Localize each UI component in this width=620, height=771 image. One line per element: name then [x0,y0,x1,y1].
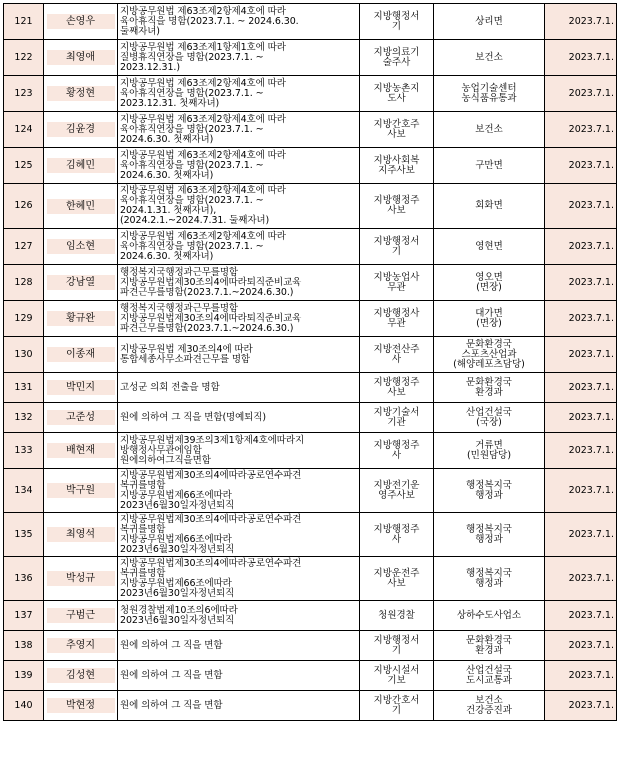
effective-date: 2023.7.1. [545,373,617,403]
job-rank-line: 사보 [387,577,406,589]
job-rank-line: 기 [391,245,402,257]
appointment-reason [118,112,360,148]
table-row [4,691,617,721]
appointment-reason-line: 원에 의하여 그 직을 면함 [120,669,223,681]
job-rank-line: 사보 [387,386,406,398]
department-line: 구만면 [475,159,503,171]
table-row [4,403,617,433]
department [434,469,545,513]
department-line: 거류면 [475,439,503,451]
employee-name: 박현정 [47,698,115,713]
row-number: 131 [4,373,44,403]
table-row [4,4,617,40]
department-line: 문화환경국 [466,376,512,388]
employee-name-cell [44,76,118,112]
appointment-reason-line: 지방공무원법제30조의4에따라공로연수파견 [120,469,302,481]
appointment-reason [118,76,360,112]
appointment-reason-line: 질병휴직연장을 명함(2023.7.1. ~ [120,51,264,63]
department [434,4,545,40]
employee-name: 강남열 [47,275,115,290]
employee-name-cell [44,601,118,631]
department-line: 행정과 [475,533,503,545]
table-row [4,112,617,148]
employee-name-cell [44,40,118,76]
job-rank-line: 지방농촌지 [373,82,420,94]
department-line: 영현면 [475,240,503,252]
employee-name: 최영애 [47,50,115,65]
employee-name: 김혜민 [47,158,115,173]
job-rank [360,76,434,112]
job-rank-line: 지방전산주 [373,343,420,355]
job-rank-line: 도사 [387,92,406,104]
row-number: 130 [4,337,44,373]
row-number: 127 [4,229,44,265]
employee-name-cell [44,229,118,265]
department [434,112,545,148]
appointment-reason-line: 2023.12.31. 첫째자녀) [120,97,220,109]
department-line: 행정복지국 [466,523,512,535]
row-number: 137 [4,601,44,631]
employee-name: 추영지 [47,638,115,653]
department-line: 보건소 [475,694,503,706]
employee-name: 박성규 [47,571,115,586]
row-number: 129 [4,301,44,337]
employee-name: 최영석 [47,527,115,542]
job-rank-line: 지방간호주 [373,118,420,130]
appointment-reason-line: (2024.2.1.~2024.7.31. 둘째자녀) [120,215,270,226]
employee-name-cell [44,513,118,557]
effective-date: 2023.7.1. [545,301,617,337]
employee-name-cell [44,148,118,184]
table-row [4,229,617,265]
employee-name: 황규완 [47,311,115,326]
effective-date: 2023.7.1. [545,513,617,557]
job-rank-line: 지방행정사 [373,307,420,319]
job-rank [360,403,434,433]
department-line: 도시교통과 [466,674,512,686]
job-rank-line: 지방행정서 [373,634,420,646]
department [434,40,545,76]
department [434,691,545,721]
department-line: 농업기술센터 [461,82,517,94]
department [434,229,545,265]
department-line: 스포츠산업과 [461,348,517,360]
job-rank-line: 지방행정주 [373,523,420,535]
job-rank-line: 기 [391,704,402,716]
appointment-reason-line: 지방공무원법제66조에따라 [120,577,232,589]
job-rank-line: 술주사 [382,56,411,68]
appointment-reason [118,601,360,631]
job-rank-line: 사보 [387,205,406,216]
table-row [4,601,617,631]
appointment-reason-line: 원에 의하여 그 직을 면함 [120,699,223,711]
employee-name-cell [44,265,118,301]
department-line: 산업건설국 [466,406,512,418]
effective-date: 2023.7.1. [545,469,617,513]
personnel-table [3,3,617,721]
department [434,433,545,469]
job-rank [360,148,434,184]
appointment-reason-line: 육아휴직연장을 명함(2023.7.1. ~ [120,87,264,99]
job-rank-line: 지방행정주 [373,376,420,388]
department-line: 문화환경국 [466,634,512,646]
appointment-reason-line: 파견근무를명함(2023.7.1.~2024.6.30.) [120,286,294,298]
table-row [4,265,617,301]
appointment-reason-line: 지방공무원법제66조에따라 [120,533,232,545]
job-rank-line: 지주사보 [378,164,415,176]
employee-name: 손영우 [47,14,115,29]
department-line: 상리면 [475,15,503,27]
appointment-reason-line: 육아휴직연장을 명함(2023.7.1. ~ [120,159,264,171]
effective-date: 2023.7.1. [545,403,617,433]
job-rank-line: 무관 [387,281,406,293]
effective-date: 2023.7.1. [545,601,617,631]
row-number: 128 [4,265,44,301]
employee-name: 배현재 [47,443,115,458]
department-line: 환경과 [475,644,503,656]
appointment-reason [118,631,360,661]
employee-name-cell [44,184,118,229]
department-line: 대가면 [475,307,503,319]
job-rank [360,229,434,265]
job-rank-line: 지방간호서 [373,694,420,706]
appointment-reason [118,691,360,721]
row-number: 134 [4,469,44,513]
job-rank [360,373,434,403]
appointment-reason-line: 원에 의하여 그 직을 면함(명예퇴직) [120,411,266,423]
department [434,513,545,557]
department [434,184,545,229]
job-rank [360,513,434,557]
job-rank-line: 지방행정서 [373,235,420,247]
department-line: (국장) [476,416,502,428]
job-rank-line: 지방전기운 [373,479,420,491]
job-rank [360,631,434,661]
table-row [4,373,617,403]
job-rank-line: 사 [391,449,402,461]
employee-name: 구범근 [47,608,115,623]
job-rank-line: 지방운전주 [373,567,420,579]
table-row [4,631,617,661]
row-number: 125 [4,148,44,184]
employee-name-cell [44,112,118,148]
appointment-reason-line: 육아휴직을 명함(2023.7.1. ~ 2024.6.30. [120,15,299,27]
table-row [4,513,617,557]
appointment-reason-line: 지방공무원법 제63조제2항제4호에 따라 [120,230,286,242]
employee-name-cell [44,469,118,513]
appointment-reason [118,301,360,337]
appointment-reason-line: 둘째자녀) [120,25,160,37]
appointment-reason-line: 통합세종사무소파견근무를 명함 [120,353,250,365]
appointment-reason [118,40,360,76]
job-rank [360,40,434,76]
effective-date: 2023.7.1. [545,661,617,691]
row-number: 124 [4,112,44,148]
job-rank [360,661,434,691]
effective-date: 2023.7.1. [545,112,617,148]
employee-name-cell [44,631,118,661]
department-line: 행정복지국 [466,479,512,491]
job-rank-line: 사 [391,353,402,365]
row-number: 123 [4,76,44,112]
appointment-reason [118,148,360,184]
appointment-reason [118,557,360,601]
department-line: 보건소 [475,51,503,63]
department-line: 행정과 [475,489,503,501]
table-row [4,301,617,337]
appointment-reason-line: 지방공무원법 제63조제2항제4호에 따라 [120,5,286,17]
table-row [4,337,617,373]
effective-date: 2023.7.1. [545,691,617,721]
appointment-reason-line: 육아휴직연장을 명함(2023.7.1. ~ [120,123,264,135]
job-rank-line: 지방사회복 [373,154,420,166]
appointment-reason-line: 행정복지국행정과근무를명함 [120,302,239,314]
job-rank-line: 지방기술서 [373,406,420,418]
job-rank-line: 사보 [387,128,406,140]
job-rank [360,469,434,513]
effective-date: 2023.7.1. [545,184,617,229]
effective-date: 2023.7.1. [545,337,617,373]
appointment-reason [118,433,360,469]
department [434,76,545,112]
row-number: 122 [4,40,44,76]
appointment-reason-line: 지방공무원법제30조의4에따라퇴직준비교육 [120,276,302,288]
job-rank-line: 사 [391,533,402,545]
job-rank [360,301,434,337]
row-number: 136 [4,557,44,601]
appointment-reason-line: 청원경찰법제10조의6에따라 [120,604,238,616]
appointment-reason-line: 지방공무원법제66조에따라 [120,489,232,501]
department [434,337,545,373]
appointment-reason-line: 2024.6.30. 첫째자녀) [120,169,214,181]
job-rank [360,601,434,631]
row-number: 132 [4,403,44,433]
department-line: (민원담당) [466,449,512,461]
appointment-reason-line: 2023년6월30일자정년퇴직 [120,499,235,511]
department [434,373,545,403]
appointment-reason-line: 2024.6.30. 첫째자녀) [120,250,214,262]
appointment-reason [118,265,360,301]
employee-name: 김윤경 [47,122,115,137]
employee-name: 김성현 [47,668,115,683]
employee-name: 고준성 [47,410,115,425]
row-number: 139 [4,661,44,691]
appointment-reason-line: 복귀를명함 [120,523,166,535]
job-rank-line: 무관 [387,317,406,329]
appointment-reason-line: 복귀를명함 [120,567,166,579]
row-number: 135 [4,513,44,557]
job-rank-line: 지방행정서 [373,10,420,22]
appointment-reason [118,184,360,229]
job-rank [360,265,434,301]
appointment-reason [118,373,360,403]
appointment-reason-line: 2023.12.31.) [120,61,180,73]
effective-date: 2023.7.1. [545,148,617,184]
job-rank-line: 기 [391,644,402,656]
employee-name-cell [44,661,118,691]
appointment-reason-line: 2023년6월30일자정년퇴직 [120,587,235,599]
employee-name: 한혜민 [47,199,115,214]
effective-date: 2023.7.1. [545,631,617,661]
department-line: 영오면 [475,271,503,283]
effective-date: 2023.7.1. [545,433,617,469]
employee-name: 황정현 [47,86,115,101]
appointment-reason-line: 지방공무원법 제63조제2항제4호에 따라 [120,77,286,89]
job-rank-line: 기관 [387,416,406,428]
job-rank-line: 영주사보 [378,489,415,501]
job-rank [360,4,434,40]
personnel-table-body [4,4,617,721]
appointment-reason-line: 육아휴직연장을 명함(2023.7.1. ~ [120,240,264,252]
department-line: (해양레포츠담당) [453,358,525,370]
department-line: (면장) [476,317,502,329]
effective-date: 2023.7.1. [545,76,617,112]
appointment-reason [118,403,360,433]
employee-name-cell [44,301,118,337]
appointment-reason-line: 2024.6.30. 첫째자녀) [120,133,214,145]
job-rank-line: 지방의료기 [373,46,420,58]
table-row [4,433,617,469]
department [434,301,545,337]
job-rank [360,337,434,373]
table-row [4,661,617,691]
row-number: 138 [4,631,44,661]
table-row [4,469,617,513]
table-row [4,40,617,76]
employee-name: 이종재 [47,347,115,362]
job-rank [360,184,434,229]
department-line: 문화환경국 [466,338,512,350]
appointment-reason-line: 방행정사무관에임함 [120,444,202,456]
appointment-reason-line: 원에 의하여 그 직을 면함 [120,639,223,651]
employee-name-cell [44,373,118,403]
job-rank-line: 지방행정주 [373,195,420,206]
appointment-reason-line: 지방공무원법제30조의4에따라퇴직준비교육 [120,312,302,324]
department-line: 건강증진과 [466,704,512,716]
appointment-reason-line: 지방공무원법제30조의4에따라공로연수파견 [120,557,302,569]
department [434,661,545,691]
department-line: 상하수도사업소 [456,609,522,621]
department [434,601,545,631]
department [434,148,545,184]
department-line: 산업건설국 [466,664,512,676]
appointment-reason-line: 복귀를명함 [120,479,166,491]
department [434,631,545,661]
department [434,557,545,601]
appointment-reason-line: 원에의하여그직을면함 [120,454,211,466]
job-rank [360,112,434,148]
appointment-reason [118,4,360,40]
row-number: 126 [4,184,44,229]
appointment-reason-line: 행정복지국행정과근무를명함 [120,266,239,278]
effective-date: 2023.7.1. [545,557,617,601]
department-line: 행정복지국 [466,567,512,579]
employee-name: 임소현 [47,239,115,254]
appointment-reason-line: 육아휴직연장을 명함(2023.7.1. ~ [120,195,264,206]
department [434,265,545,301]
employee-name-cell [44,557,118,601]
job-rank-line: 기 [391,20,402,32]
appointment-reason-line: 지방공무원법제30조의4에따라공로연수파견 [120,513,302,525]
employee-name-cell [44,433,118,469]
table-row [4,557,617,601]
appointment-reason-line: 지방공무원법 제63조제1항제1호에 따라 [120,41,286,53]
table-row [4,184,617,229]
department-line: 회화면 [475,200,503,211]
appointment-reason-line: 지방공무원법제39조의3제1항제4호에따라지 [120,434,305,446]
department-line: 환경과 [475,386,503,398]
effective-date: 2023.7.1. [545,40,617,76]
appointment-reason-line: 지방공무원법 제63조제2항제4호에 따라 [120,185,286,196]
employee-name-cell [44,337,118,373]
department-line: 행정과 [475,577,503,589]
job-rank-line: 기보 [387,674,406,686]
job-rank [360,691,434,721]
table-row [4,148,617,184]
job-rank-line: 청원경찰 [378,609,415,621]
department-line: 농식품유통과 [461,92,517,104]
job-rank-line: 지방시설서 [373,664,420,676]
appointment-reason-line: 지방공무원법 제63조제2항제4호에 따라 [120,113,286,125]
appointment-reason-line: 지방공무원법 제63조제2항제4호에 따라 [120,149,286,161]
appointment-reason-line: 지방공무원법 제30조의4에 따라 [120,343,253,355]
effective-date: 2023.7.1. [545,265,617,301]
employee-name: 박구원 [47,483,115,498]
appointment-reason [118,229,360,265]
appointment-reason-line: 파견근무를명함(2023.7.1.~2024.6.30.) [120,322,294,334]
effective-date: 2023.7.1. [545,4,617,40]
employee-name: 박민지 [47,380,115,395]
appointment-reason [118,513,360,557]
employee-name-cell [44,691,118,721]
effective-date: 2023.7.1. [545,229,617,265]
job-rank-line: 지방행정주 [373,439,420,451]
job-rank [360,557,434,601]
appointment-reason-line: 2023년6월30일자정년퇴직 [120,543,235,555]
job-rank [360,433,434,469]
appointment-reason-line: 고성군 의회 전출을 명함 [120,381,220,393]
job-rank-line: 지방농업사 [373,271,420,283]
row-number: 140 [4,691,44,721]
row-number: 121 [4,4,44,40]
department [434,403,545,433]
appointment-reason [118,469,360,513]
table-row [4,76,617,112]
appointment-reason [118,661,360,691]
department-line: (면장) [476,281,502,293]
employee-name-cell [44,4,118,40]
appointment-reason-line: 2024.1.31. 첫째자녀), [120,205,217,216]
department-line: 보건소 [475,123,503,135]
appointment-reason [118,337,360,373]
row-number: 133 [4,433,44,469]
appointment-reason-line: 2023년6월30일자정년퇴직 [120,614,235,626]
employee-name-cell [44,403,118,433]
